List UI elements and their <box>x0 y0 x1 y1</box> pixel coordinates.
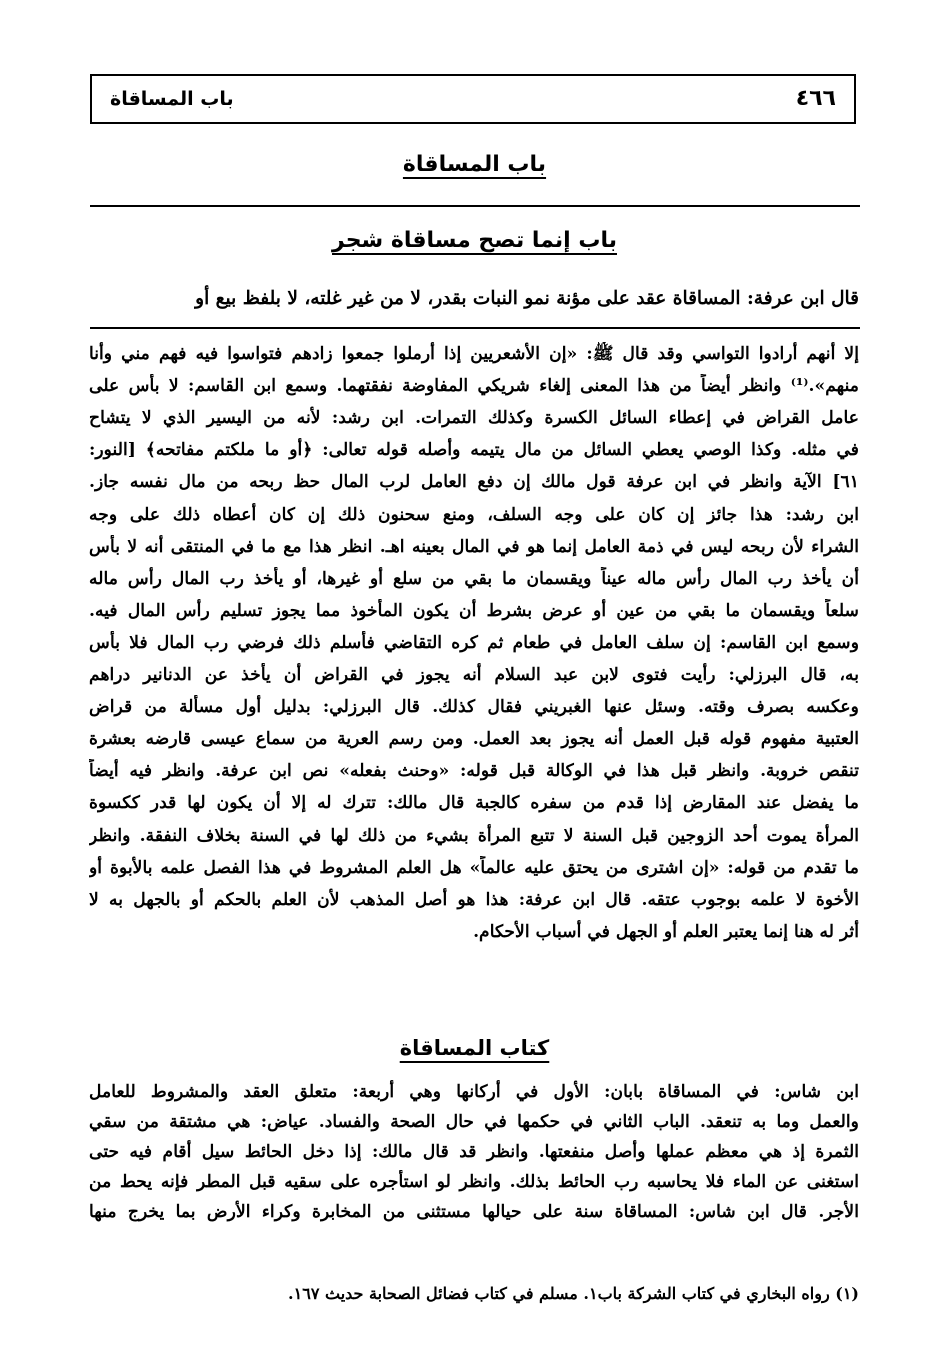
main-text-line: قال ابن عرفة: المساقاة عقد على مؤنة نمو النبات بقدر، لا من غير غلته، لا بلفظ بيع أو <box>195 288 859 309</box>
commentary-line: ما تقدم من قوله: «إن اشترى من يحتق عليه عالماً» هل العلم المشروط في هذا الفصل علمه بالأبوة أو <box>89 857 859 878</box>
footnote: (١) رواه البخاري في كتاب الشركة باب١. مسلم في كتاب فضائل الصحابة حديث ١٦٧. <box>288 1284 859 1303</box>
commentary-line: ابن رشد: هذا جائز إن كان على وجه السلف، ومنع سحنون ذلك إن كان أعطاه ذلك على وجه <box>89 504 859 525</box>
commentary-line: ما يفضل عند المقارض إذا قدم من سفره كالجبة قال مالك: تترك له إلا أن يكون لها قدر ككسوة <box>89 793 859 814</box>
divider-top <box>90 205 860 207</box>
commentary-line: أن يأخذ رب المال رأس ماله عيناً ويقسمان ما بقي من سلع أو غيرها، أو يأخذ رب المال رأس ماله <box>89 568 859 589</box>
commentary-line: المرأة يموت أحد الزوجين قبل السنة لا تتبع المرأة بشيء من ذلك لها في السنة بخلاف النفقة. وانظر <box>89 825 859 846</box>
commentary-line: العتبية مفهوم قوله قبل العمل أنه يجوز بعد العمل. ومن رسم العرية من سماع عيسى قارضه بعشرة <box>89 729 859 750</box>
chapter-heading <box>0 152 949 177</box>
page-number: ٤٦٦ <box>795 86 836 111</box>
kitab-line: استغنى عن الماء فلا يحاسبه رب الحائط بذلك. وانظر لو استأجره على سقيه قبل المطر فإنه يحط من <box>89 1172 859 1192</box>
running-header <box>90 74 856 124</box>
commentary-line: سلعاً ويقسمان ما بقي من عين أو عرض بشرط أن يكون المأخوذ مما يجوز تسليم رأس المال فيه. <box>89 600 859 621</box>
kitab-line: والعمل وما به تنعقد. الباب الثاني في حكمها في حال الصحة والفساد. عياض: هي مشتقة من سقي <box>89 1112 859 1132</box>
kitab-line: ابن شاس: في المساقاة بابان: الأول في أركانها وهي أربعة: متعلق العقد والمشروط للعامل <box>89 1082 859 1102</box>
kitab-line: الأجر. قال ابن شاس: المساقاة سنة على حيالها مستثنى من المخابرة وكراء الأرض بما يخرج منها <box>89 1202 859 1222</box>
commentary-line: إلا أنهم أرادوا التواسي وقد قال ﷺ: «إن الأشعريين إذا أرملوا جمعوا زادهم فتواسوا فيه فهم مني وأنا <box>89 344 859 364</box>
commentary-line: الشراء لأن ربحه ليس في ذمة العامل إنما هو في المال بعينه اهـ. انظر هذا مع ما في المنتقى أنه لا بأس <box>89 536 859 557</box>
commentary-line: في مثله. وكذا الوصي يعطي السائل من مال يتيمه وأصله قوله تعالى: ﴿أو ما ملكتم مفاتحه﴾ [النور: <box>89 440 859 461</box>
section-heading-text: باب إنما تصح مساقاة شجر <box>332 228 617 253</box>
section-heading <box>0 228 949 253</box>
kitab-heading <box>0 1036 949 1060</box>
commentary-line: منهم».⁽¹⁾ وانظر أيضاً من هذا المعنى إلغاء شريكي المفاوضة نفقتهما. وسمع ابن القاسم: لا بأس على <box>89 376 859 397</box>
commentary-line: وسمع ابن القاسم: إن سلف العامل في طعام ثم كره التقاضي فأسلم ذلك فرضي رب المال فلا بأس <box>89 632 859 653</box>
chapter-heading-text: باب المساقاة <box>402 152 547 177</box>
kitab-heading-text: كتاب المساقاة <box>399 1036 550 1060</box>
running-chapter-title: باب المساقاة <box>110 88 234 110</box>
commentary-line: الأخوة لا علمه بوجوب عتقه. قال ابن عرفة: هذا هو أصل المذهب لأن العلم بالحكم أو بالجهل به لا <box>89 889 859 910</box>
commentary-line: به، قال البرزلي: رأيت فتوى لابن عبد السلام أنه يجوز في القراض أن يأخذ عن الدنانير دراهم <box>89 665 859 685</box>
commentary-line: تنقص خروبة. وانظر قبل هذا في الوكالة قبل قوله: «وحنث بفعله» نص ابن عرفة. وانظر فيه أيضاً <box>89 761 859 782</box>
commentary-line: ٦١] الآية وانظر في ابن عرفة قول مالك إن دفع العامل لرب المال حظ ربحه من مال نفسه جاز. <box>89 472 859 493</box>
commentary-line: وعكسه بصرف وقته. وسئل عنها الغبريني فقال كذلك. قال البرزلي: بدليل أول مسألة من قراض <box>89 697 859 718</box>
kitab-line: الثمرة إذ هي معظم عملها وأصل منفعتها. وانظر قد قال مالك: إذا دخل الحائط سيل أقام فيه حتى <box>89 1142 859 1162</box>
commentary-line: أثر له هنا إنما يعتبر العلم أو الجهل في أسباب الأحكام. <box>473 921 859 942</box>
divider-commentary <box>90 327 860 329</box>
commentary-line: عامل القراض في إعطاء السائل الكسرة وكذلك التمرات. ابن رشد: لأنه من اليسير الذي لا يتشاح <box>89 408 859 429</box>
